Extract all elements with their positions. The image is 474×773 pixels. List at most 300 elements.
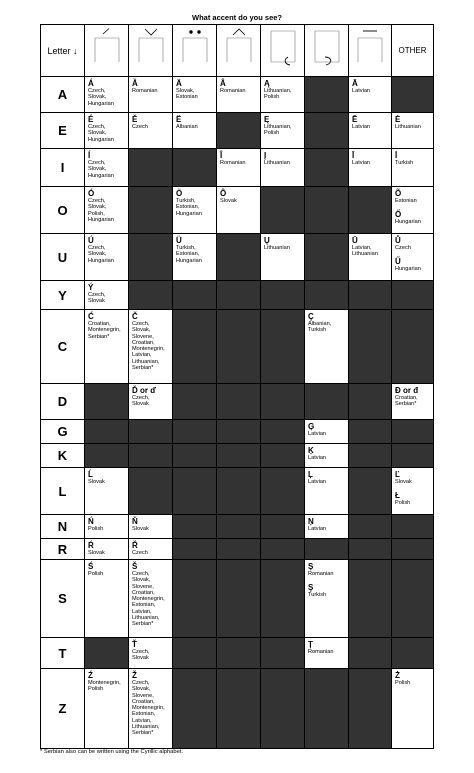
empty-dark-cell bbox=[261, 420, 305, 444]
accented-letter: Ő bbox=[395, 210, 402, 220]
accent-cell bbox=[305, 444, 349, 468]
language-name: Czech, bbox=[132, 680, 150, 686]
entry-spacer bbox=[395, 251, 433, 256]
accent-cell bbox=[217, 149, 261, 187]
empty-dark-cell bbox=[349, 669, 392, 749]
accented-letter: Į bbox=[264, 151, 267, 160]
accent-cell bbox=[129, 560, 173, 638]
empty-dark-cell bbox=[392, 638, 434, 669]
language-name: Slovak, bbox=[88, 166, 107, 173]
accent-cell bbox=[85, 669, 129, 749]
empty-dark-cell bbox=[129, 468, 173, 515]
language-name: Latvian bbox=[308, 455, 327, 461]
empty-dark-cell bbox=[173, 310, 217, 384]
language-name: Latvian, bbox=[352, 245, 372, 251]
empty-dark-cell bbox=[349, 515, 392, 539]
accent-cell bbox=[217, 187, 261, 234]
accent-cell bbox=[217, 77, 261, 113]
accented-letter: Ö bbox=[176, 189, 183, 198]
accent-cell bbox=[261, 149, 305, 187]
empty-dark-cell bbox=[261, 310, 305, 384]
acute-icon bbox=[85, 25, 129, 77]
table-row-l bbox=[41, 468, 434, 515]
language-name: Hungarian bbox=[176, 210, 202, 217]
language-name: Serbian* bbox=[395, 401, 417, 408]
table-row-e bbox=[41, 113, 434, 149]
accented-letter: Ý bbox=[88, 283, 94, 292]
accented-letter: Ŕ bbox=[88, 541, 94, 550]
language-name: Lithuanian, bbox=[264, 124, 292, 130]
language-name: Slovak, bbox=[132, 577, 151, 584]
empty-dark-cell bbox=[261, 669, 305, 749]
language-name: Czech, bbox=[132, 571, 150, 577]
accented-letter: Õ bbox=[395, 189, 402, 198]
accent-cell bbox=[85, 234, 129, 281]
empty-dark-cell bbox=[349, 560, 392, 638]
accent-cell bbox=[129, 310, 173, 384]
accent-cell bbox=[392, 669, 434, 749]
accent-cell bbox=[392, 468, 434, 515]
row-letter: T bbox=[41, 638, 85, 669]
table-row-t bbox=[41, 638, 434, 669]
language-name: Serbian* bbox=[88, 333, 110, 340]
empty-dark-cell bbox=[217, 468, 261, 515]
accent-cell bbox=[392, 113, 434, 149]
language-name: Estonian, bbox=[132, 602, 156, 609]
language-name: Turkish bbox=[308, 327, 327, 334]
accent-cell bbox=[129, 384, 173, 420]
language-name: Albanian, bbox=[308, 321, 332, 327]
accented-letter: Ė bbox=[395, 115, 401, 124]
language-name: Latvian bbox=[352, 88, 371, 94]
accented-letter: Ķ bbox=[308, 446, 314, 455]
other-column-header: OTHER bbox=[392, 25, 434, 77]
accent-cell bbox=[85, 113, 129, 149]
empty-dark-cell bbox=[173, 420, 217, 444]
accent-cell bbox=[349, 149, 392, 187]
accent-cell bbox=[349, 113, 392, 149]
accent-cell bbox=[129, 638, 173, 669]
language-name: Serbian* bbox=[132, 621, 154, 628]
empty-dark-cell bbox=[261, 560, 305, 638]
accent-cell bbox=[349, 77, 392, 113]
accented-letter: Ź bbox=[88, 671, 93, 680]
accent-cell bbox=[129, 539, 173, 560]
empty-dark-cell bbox=[261, 468, 305, 515]
table-body bbox=[41, 77, 434, 749]
empty-dark-cell bbox=[305, 234, 349, 281]
language-name: Latvian bbox=[308, 479, 327, 485]
empty-dark-cell bbox=[305, 539, 349, 560]
language-name: Estonian bbox=[395, 198, 417, 204]
empty-dark-cell bbox=[305, 77, 349, 113]
row-letter: A bbox=[41, 77, 85, 113]
language-name: Montenegrin, bbox=[132, 705, 165, 712]
empty-dark-cell bbox=[173, 515, 217, 539]
language-name: Latvian bbox=[352, 160, 371, 166]
language-name: Slovak bbox=[88, 550, 105, 556]
accent-cell bbox=[129, 669, 173, 749]
language-name: Slovak, bbox=[88, 94, 107, 101]
language-name: Slovak, bbox=[88, 130, 107, 137]
language-name: Lithuanian bbox=[264, 160, 290, 166]
table-row-i bbox=[41, 149, 434, 187]
accented-letter: Ă bbox=[132, 79, 138, 88]
page-title: What accent do you see? bbox=[191, 13, 283, 22]
empty-dark-cell bbox=[349, 187, 392, 234]
language-name: Polish bbox=[264, 94, 280, 101]
accented-letter: Ô bbox=[220, 189, 227, 198]
empty-dark-cell bbox=[173, 560, 217, 638]
entry-spacer bbox=[308, 577, 348, 582]
empty-dark-cell bbox=[392, 281, 434, 310]
empty-dark-cell bbox=[173, 384, 217, 420]
empty-dark-cell bbox=[305, 384, 349, 420]
accented-letter: Ć bbox=[88, 312, 94, 321]
language-name: Hungarian bbox=[88, 136, 114, 143]
language-name: Montenegrin, bbox=[88, 327, 121, 334]
accented-letter: Ā bbox=[352, 79, 358, 88]
accented-letter: Â bbox=[220, 79, 226, 88]
accented-letter: Á bbox=[88, 79, 94, 88]
language-name: Serbian* bbox=[132, 730, 154, 737]
row-letter: D bbox=[41, 384, 85, 420]
row-letter: U bbox=[41, 234, 85, 281]
table-row-g bbox=[41, 420, 434, 444]
accented-letter: Ū bbox=[352, 236, 358, 245]
accent-cell bbox=[173, 113, 217, 149]
accented-letter: Š bbox=[132, 562, 138, 571]
language-name: Polish bbox=[395, 500, 411, 507]
language-name: Polish bbox=[395, 680, 411, 686]
empty-dark-cell bbox=[217, 669, 261, 749]
language-name: Romanian bbox=[308, 571, 334, 577]
accented-letter: Ų bbox=[264, 236, 270, 245]
empty-dark-cell bbox=[305, 149, 349, 187]
row-letter: Y bbox=[41, 281, 85, 310]
language-name: Czech, bbox=[88, 245, 106, 251]
accent-cell bbox=[392, 384, 434, 420]
accented-letter: Ł bbox=[395, 491, 400, 501]
language-name: Latvian, bbox=[132, 608, 152, 615]
empty-dark-cell bbox=[173, 444, 217, 468]
language-name: Slovene, bbox=[132, 333, 154, 340]
accented-letter: Ļ bbox=[308, 470, 313, 479]
accented-letter: Ş bbox=[308, 583, 314, 593]
accent-cell bbox=[305, 310, 349, 384]
accent-cell bbox=[305, 515, 349, 539]
accented-letter: Ç bbox=[308, 312, 314, 321]
table-row-y bbox=[41, 281, 434, 310]
accented-letter: Ś bbox=[88, 562, 94, 571]
accented-letter: Ș bbox=[308, 562, 314, 571]
empty-dark-cell bbox=[217, 310, 261, 384]
accented-letter: Ģ bbox=[308, 422, 315, 431]
empty-dark-cell bbox=[173, 669, 217, 749]
language-name: Hungarian bbox=[88, 257, 114, 264]
accented-letter: Ą bbox=[264, 79, 270, 88]
diaeresis-icon bbox=[173, 25, 217, 77]
row-letter: E bbox=[41, 113, 85, 149]
empty-dark-cell bbox=[349, 310, 392, 384]
accent-cell bbox=[261, 77, 305, 113]
row-letter: K bbox=[41, 444, 85, 468]
empty-dark-cell bbox=[217, 234, 261, 281]
accented-letter: Ę bbox=[264, 115, 270, 124]
circumflex-icon bbox=[217, 25, 261, 77]
accented-letter: Ň bbox=[132, 517, 138, 526]
accent-cell bbox=[392, 234, 434, 281]
language-name: Czech, bbox=[88, 88, 106, 94]
footnote: * Serbian also can be written using the Cyrillic alphabet. bbox=[40, 749, 184, 755]
language-name: Polish bbox=[88, 686, 104, 693]
empty-dark-cell bbox=[261, 638, 305, 669]
language-name: Estonian, bbox=[176, 204, 200, 211]
empty-dark-cell bbox=[392, 444, 434, 468]
language-name: Croatian, bbox=[132, 698, 155, 705]
accented-letter: Ľ bbox=[395, 470, 400, 479]
language-name: Estonian bbox=[176, 94, 198, 101]
empty-dark-cell bbox=[173, 539, 217, 560]
accent-cell bbox=[129, 77, 173, 113]
empty-dark-cell bbox=[217, 638, 261, 669]
language-name: Slovak, bbox=[176, 88, 195, 94]
accent-cell bbox=[392, 187, 434, 234]
language-name: Czech, bbox=[132, 649, 150, 655]
row-letter: N bbox=[41, 515, 85, 539]
table-row-s bbox=[41, 560, 434, 638]
language-name: Latvian, bbox=[132, 717, 152, 724]
language-name: Montenegrin, bbox=[132, 346, 165, 353]
language-name: Romanian bbox=[308, 649, 334, 655]
empty-dark-cell bbox=[349, 384, 392, 420]
empty-dark-cell bbox=[217, 281, 261, 310]
empty-dark-cell bbox=[305, 187, 349, 234]
header-row bbox=[41, 25, 434, 77]
accent-cell bbox=[85, 77, 129, 113]
language-name: Czech, bbox=[132, 321, 150, 327]
accent-cell bbox=[305, 638, 349, 669]
empty-dark-cell bbox=[173, 468, 217, 515]
empty-dark-cell bbox=[129, 149, 173, 187]
language-name: Montenegrin, bbox=[132, 596, 165, 603]
row-letter: G bbox=[41, 420, 85, 444]
empty-dark-cell bbox=[129, 281, 173, 310]
entry-spacer bbox=[395, 204, 433, 209]
language-name: Czech, bbox=[88, 198, 106, 204]
language-name: Slovak, bbox=[132, 327, 151, 334]
language-name: Slovak, bbox=[132, 686, 151, 693]
table-row-c bbox=[41, 310, 434, 384]
accented-letter: Ű bbox=[395, 257, 401, 267]
accented-letter: Î bbox=[220, 151, 223, 160]
empty-dark-cell bbox=[85, 384, 129, 420]
empty-dark-cell bbox=[129, 187, 173, 234]
empty-dark-cell bbox=[261, 515, 305, 539]
language-name: Slovak bbox=[132, 655, 149, 662]
accented-letter: Ř bbox=[132, 541, 138, 550]
language-name: Romanian bbox=[220, 88, 246, 94]
table-row-r bbox=[41, 539, 434, 560]
ogonek-icon bbox=[261, 25, 305, 77]
empty-dark-cell bbox=[349, 468, 392, 515]
language-name: Polish bbox=[264, 130, 280, 137]
accented-letter: Ě bbox=[132, 115, 138, 124]
language-name: Lithuanian bbox=[264, 245, 290, 251]
language-name: Slovene, bbox=[132, 583, 154, 590]
empty-dark-cell bbox=[305, 281, 349, 310]
accent-cell bbox=[173, 234, 217, 281]
language-name: Hungarian bbox=[395, 266, 421, 273]
empty-dark-cell bbox=[129, 420, 173, 444]
empty-dark-cell bbox=[392, 77, 434, 113]
empty-dark-cell bbox=[349, 420, 392, 444]
accented-letter: É bbox=[88, 115, 94, 124]
accented-letter: Ü bbox=[176, 236, 182, 245]
macron-icon bbox=[349, 25, 392, 77]
empty-dark-cell bbox=[85, 638, 129, 669]
language-name: Czech, bbox=[88, 124, 106, 130]
language-name: Albanian bbox=[176, 124, 198, 130]
accented-letter: Ț bbox=[308, 640, 313, 649]
table-row-d bbox=[41, 384, 434, 420]
accented-letter: Ť bbox=[132, 640, 137, 649]
accent-cell bbox=[173, 77, 217, 113]
accent-cell bbox=[85, 149, 129, 187]
empty-dark-cell bbox=[349, 638, 392, 669]
language-name: Polish bbox=[88, 571, 104, 577]
language-name: Croatian, bbox=[132, 589, 155, 596]
accented-letter: Ë bbox=[176, 115, 182, 124]
accented-letter: Ď or ď bbox=[132, 386, 156, 395]
empty-dark-cell bbox=[217, 539, 261, 560]
accent-cell bbox=[305, 468, 349, 515]
accented-letter: Đ or đ bbox=[395, 386, 419, 395]
language-name: Czech, bbox=[88, 292, 106, 298]
accent-cell bbox=[305, 560, 349, 638]
empty-dark-cell bbox=[129, 234, 173, 281]
language-name: Turkish bbox=[395, 160, 414, 166]
empty-dark-cell bbox=[217, 560, 261, 638]
language-name: Hungarian bbox=[88, 172, 114, 179]
empty-dark-cell bbox=[217, 515, 261, 539]
language-name: Polish bbox=[88, 526, 104, 532]
language-name: Slovak bbox=[395, 479, 412, 485]
language-name: Montenegrin, bbox=[88, 680, 121, 686]
empty-dark-cell bbox=[85, 420, 129, 444]
language-name: Slovak bbox=[132, 526, 149, 532]
empty-dark-cell bbox=[392, 310, 434, 384]
language-name: Lithuanian, bbox=[132, 615, 160, 622]
table-row-u bbox=[41, 234, 434, 281]
caron-icon bbox=[129, 25, 173, 77]
empty-dark-cell bbox=[173, 281, 217, 310]
accented-letter: Ņ bbox=[308, 517, 314, 526]
language-name: Slovak bbox=[220, 198, 237, 204]
empty-dark-cell bbox=[217, 384, 261, 420]
language-name: Turkish, bbox=[176, 245, 196, 251]
accented-letter: Č bbox=[132, 312, 138, 321]
accented-letter: Ú bbox=[88, 236, 94, 245]
accent-cell bbox=[392, 149, 434, 187]
language-name: Estonian, bbox=[132, 711, 156, 718]
empty-dark-cell bbox=[349, 539, 392, 560]
language-name: Hungarian bbox=[176, 257, 202, 264]
language-name: Lithuanian bbox=[395, 124, 421, 130]
row-letter: S bbox=[41, 560, 85, 638]
accented-letter: Ó bbox=[88, 189, 95, 198]
empty-dark-cell bbox=[305, 113, 349, 149]
accent-cell bbox=[85, 539, 129, 560]
language-name: Latvian bbox=[308, 431, 327, 437]
language-name: Croatian, bbox=[132, 339, 155, 346]
letter-column-header: Letter ↓ bbox=[41, 25, 85, 77]
language-name: Romanian bbox=[132, 88, 158, 94]
empty-dark-cell bbox=[392, 420, 434, 444]
accent-cell bbox=[85, 468, 129, 515]
accented-letter: İ bbox=[395, 151, 398, 160]
empty-dark-cell bbox=[349, 444, 392, 468]
empty-dark-cell bbox=[129, 444, 173, 468]
accent-cell bbox=[349, 234, 392, 281]
empty-dark-cell bbox=[392, 515, 434, 539]
accent-cell bbox=[85, 281, 129, 310]
accent-cell bbox=[85, 187, 129, 234]
language-name: Lithuanian bbox=[352, 251, 378, 258]
language-name: Czech bbox=[132, 550, 148, 556]
row-letter: Z bbox=[41, 669, 85, 749]
language-name: Romanian bbox=[220, 160, 246, 166]
accent-cell bbox=[85, 515, 129, 539]
language-name: Polish, bbox=[88, 210, 105, 217]
accent-cell bbox=[261, 113, 305, 149]
language-name: Lithuanian, bbox=[132, 358, 160, 365]
empty-dark-cell bbox=[85, 444, 129, 468]
language-name: Latvian bbox=[308, 526, 327, 532]
accent-cell bbox=[129, 113, 173, 149]
empty-dark-cell bbox=[261, 281, 305, 310]
empty-dark-cell bbox=[261, 539, 305, 560]
language-name: Turkish, bbox=[176, 198, 196, 204]
accent-table bbox=[40, 24, 434, 749]
row-letter: O bbox=[41, 187, 85, 234]
language-name: Croatian, bbox=[395, 395, 418, 401]
accented-letter: Ē bbox=[352, 115, 358, 124]
row-letter: R bbox=[41, 539, 85, 560]
accented-letter: Ž bbox=[132, 671, 137, 680]
accented-letter: Ů bbox=[395, 236, 401, 245]
accent-cell bbox=[173, 187, 217, 234]
empty-dark-cell bbox=[392, 539, 434, 560]
language-name: Turkish bbox=[308, 592, 327, 599]
accented-letter: Ä bbox=[176, 79, 182, 88]
row-letter: C bbox=[41, 310, 85, 384]
language-name: Slovene, bbox=[132, 692, 154, 699]
table-row-o bbox=[41, 187, 434, 234]
cedilla-icon bbox=[305, 25, 349, 77]
row-letter: I bbox=[41, 149, 85, 187]
language-name: Hungarian bbox=[88, 100, 114, 107]
accent-cell bbox=[85, 560, 129, 638]
empty-dark-cell bbox=[217, 420, 261, 444]
language-name: Latvian, bbox=[132, 352, 152, 359]
language-name: Czech, bbox=[88, 160, 106, 166]
accented-letter: Ż bbox=[395, 671, 400, 680]
language-name: Serbian* bbox=[132, 365, 154, 372]
accent-cell bbox=[85, 310, 129, 384]
empty-dark-cell bbox=[305, 669, 349, 749]
language-name: Slovak bbox=[132, 401, 149, 408]
